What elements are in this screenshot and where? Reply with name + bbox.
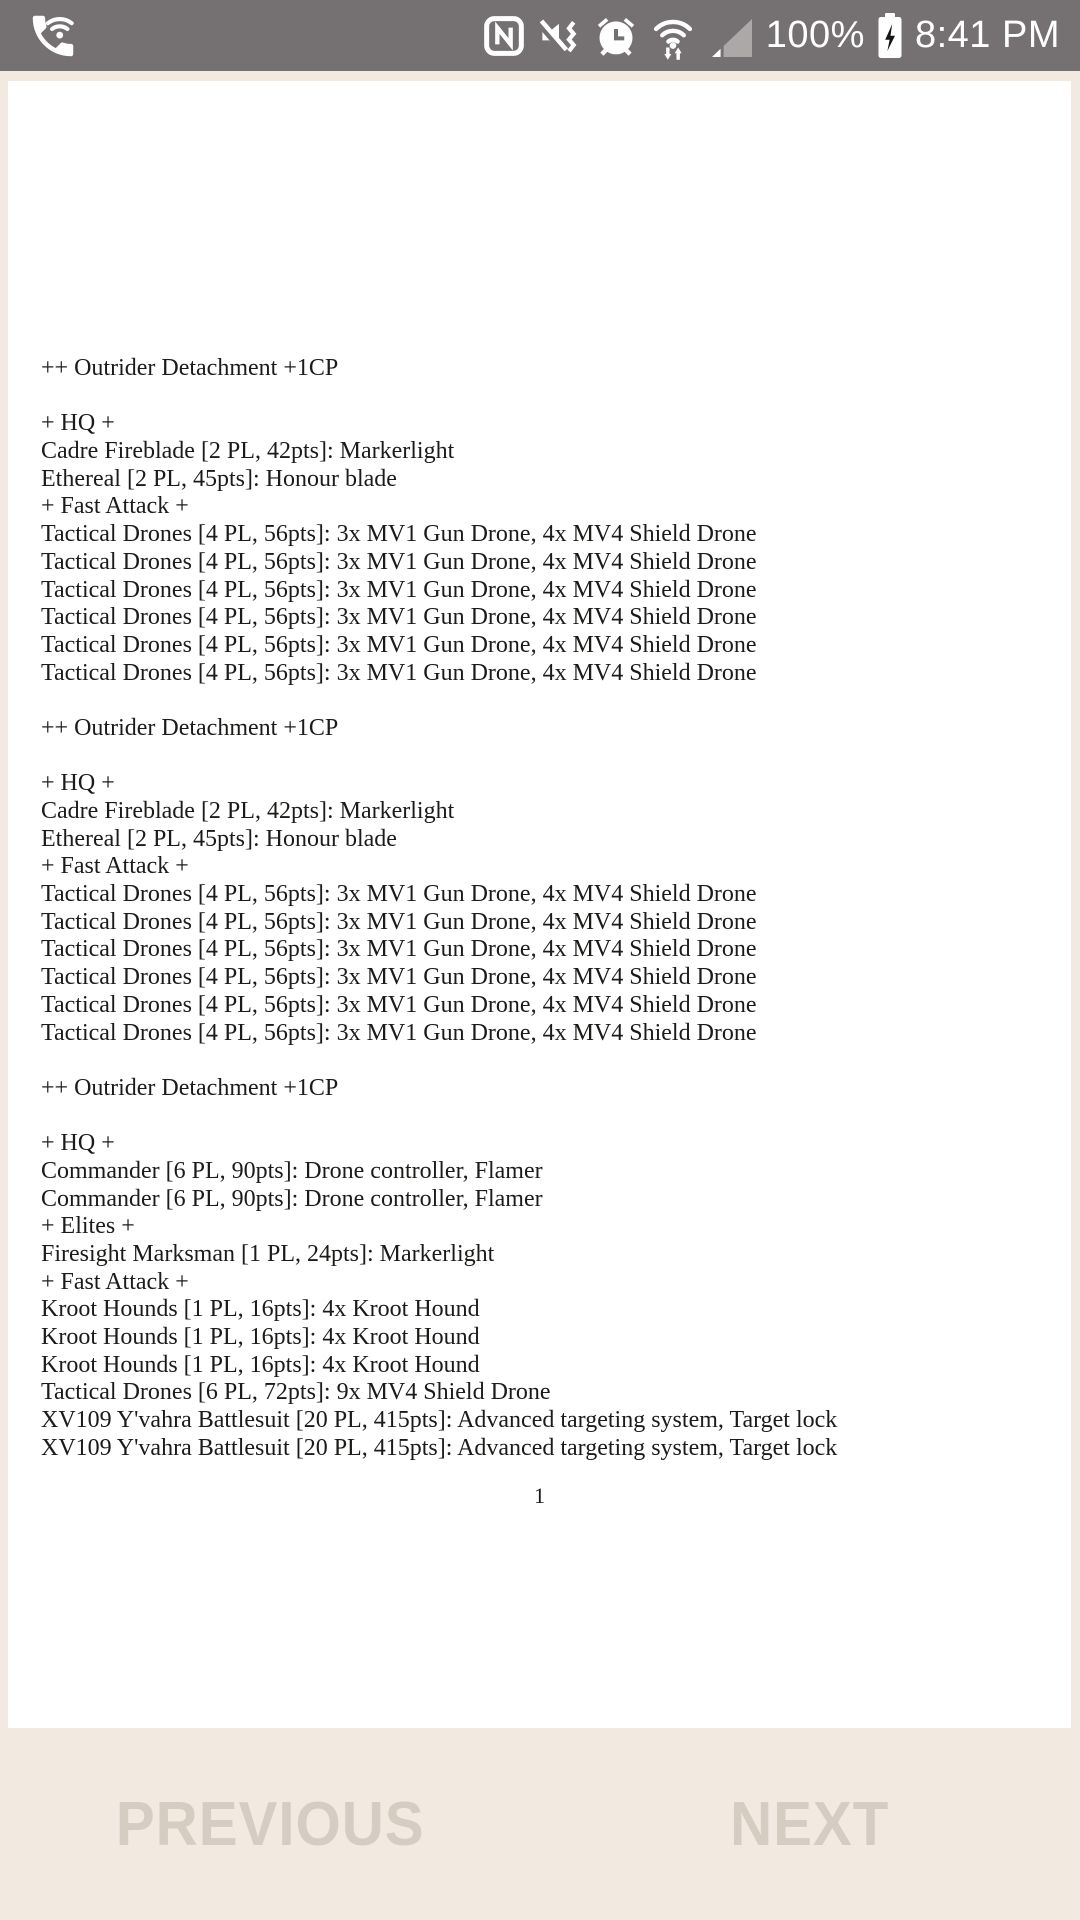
document-line xyxy=(41,743,1053,771)
document-line: Tactical Drones [4 PL, 56pts]: 3x MV1 Gun Drone, 4x MV4 Shield Drone xyxy=(41,548,757,575)
document-line: Tactical Drones [4 PL, 56pts]: 3x MV1 Gun Drone, 4x MV4 Shield Drone xyxy=(41,908,757,935)
document-line: + Fast Attack + xyxy=(41,853,189,880)
document-line: Ethereal [2 PL, 45pts]: Honour blade xyxy=(41,465,397,492)
status-bar xyxy=(0,0,1080,71)
document-text xyxy=(8,81,1071,1463)
pager-right-half xyxy=(540,1728,1080,1920)
document-line: Tactical Drones [4 PL, 56pts]: 3x MV1 Gun Drone, 4x MV4 Shield Drone xyxy=(41,521,757,548)
page-number: 1 xyxy=(534,1482,545,1508)
document-line: + Elites + xyxy=(41,1213,135,1240)
document-line: Cadre Fireblade [2 PL, 42pts]: Markerlight xyxy=(41,798,455,824)
status-bar-right xyxy=(484,11,1060,61)
wifi-traffic-icon xyxy=(650,11,696,61)
document-line: Tactical Drones [4 PL, 56pts]: 3x MV1 Gun Drone, 4x MV4 Shield Drone xyxy=(41,881,757,908)
previous-button[interactable]: PREVIOUS xyxy=(115,1789,425,1859)
cell-signal-icon xyxy=(708,14,754,58)
pager xyxy=(0,1728,1080,1920)
document-line xyxy=(41,1103,1053,1131)
pager-left-half xyxy=(0,1728,540,1920)
document-line: + HQ + xyxy=(41,770,115,797)
next-button[interactable]: NEXT xyxy=(730,1789,890,1859)
document-line: ++ Outrider Detachment +1CP xyxy=(41,714,339,741)
document-line: Kroot Hounds [1 PL, 16pts]: 4x Kroot Hound xyxy=(41,1296,480,1323)
document-line: Tactical Drones [4 PL, 56pts]: 3x MV1 Gun Drone, 4x MV4 Shield Drone xyxy=(41,604,757,631)
document-line: Tactical Drones [4 PL, 56pts]: 3x MV1 Gun Drone, 4x MV4 Shield Drone xyxy=(41,631,757,658)
document-line: Ethereal [2 PL, 45pts]: Honour blade xyxy=(41,825,397,852)
clock: 8:41 PM xyxy=(914,14,1060,56)
document-line: ++ Outrider Detachment +1CP xyxy=(41,355,339,381)
document-line: Tactical Drones [6 PL, 72pts]: 9x MV4 Shield Drone xyxy=(41,1379,551,1406)
document-line: + HQ + xyxy=(41,410,115,437)
alarm-icon xyxy=(594,14,638,58)
document-page[interactable] xyxy=(8,81,1071,1728)
document-line: Tactical Drones [4 PL, 56pts]: 3x MV1 Gun Drone, 4x MV4 Shield Drone xyxy=(41,1019,757,1046)
document-line xyxy=(41,687,1053,715)
document-line xyxy=(41,1047,1053,1075)
document-line: Kroot Hounds [1 PL, 16pts]: 4x Kroot Hound xyxy=(41,1351,480,1378)
status-bar-left xyxy=(26,9,80,63)
document-line: + Fast Attack + xyxy=(41,493,189,520)
document-line: Kroot Hounds [1 PL, 16pts]: 4x Kroot Hound xyxy=(41,1324,480,1351)
battery-percent: 100% xyxy=(765,14,865,56)
document-line: Tactical Drones [4 PL, 56pts]: 3x MV1 Gun Drone, 4x MV4 Shield Drone xyxy=(41,964,757,991)
document-line: Tactical Drones [4 PL, 56pts]: 3x MV1 Gun Drone, 4x MV4 Shield Drone xyxy=(41,576,757,603)
document-line: Firesight Marksman [1 PL, 24pts]: Markerlight xyxy=(41,1241,495,1267)
document-line: XV109 Y'vahra Battlesuit [20 PL, 415pts]: Advanced targeting system, Target lock xyxy=(41,1434,838,1461)
battery-charging-icon xyxy=(877,13,903,59)
nfc-icon xyxy=(484,15,524,57)
vibrate-mute-icon xyxy=(536,15,582,57)
document-line: ++ Outrider Detachment +1CP xyxy=(41,1074,339,1101)
document-line: XV109 Y'vahra Battlesuit [20 PL, 415pts]: Advanced targeting system, Target lock xyxy=(41,1407,838,1434)
document-line: + Fast Attack + xyxy=(41,1268,189,1295)
document-line: Tactical Drones [4 PL, 56pts]: 3x MV1 Gun Drone, 4x MV4 Shield Drone xyxy=(41,936,757,963)
document-line: + HQ + xyxy=(41,1130,115,1157)
document-line: Tactical Drones [4 PL, 56pts]: 3x MV1 Gun Drone, 4x MV4 Shield Drone xyxy=(41,659,757,686)
document-line: Commander [6 PL, 90pts]: Drone controller, Flamer xyxy=(41,1157,543,1184)
document-line: Cadre Fireblade [2 PL, 42pts]: Markerlight xyxy=(41,438,455,465)
document-line: Commander [6 PL, 90pts]: Drone controller, Flamer xyxy=(41,1185,543,1212)
wifi-calling-icon xyxy=(26,9,80,63)
document-line: Tactical Drones [4 PL, 56pts]: 3x MV1 Gun Drone, 4x MV4 Shield Drone xyxy=(41,991,757,1018)
document-line xyxy=(41,383,1053,411)
